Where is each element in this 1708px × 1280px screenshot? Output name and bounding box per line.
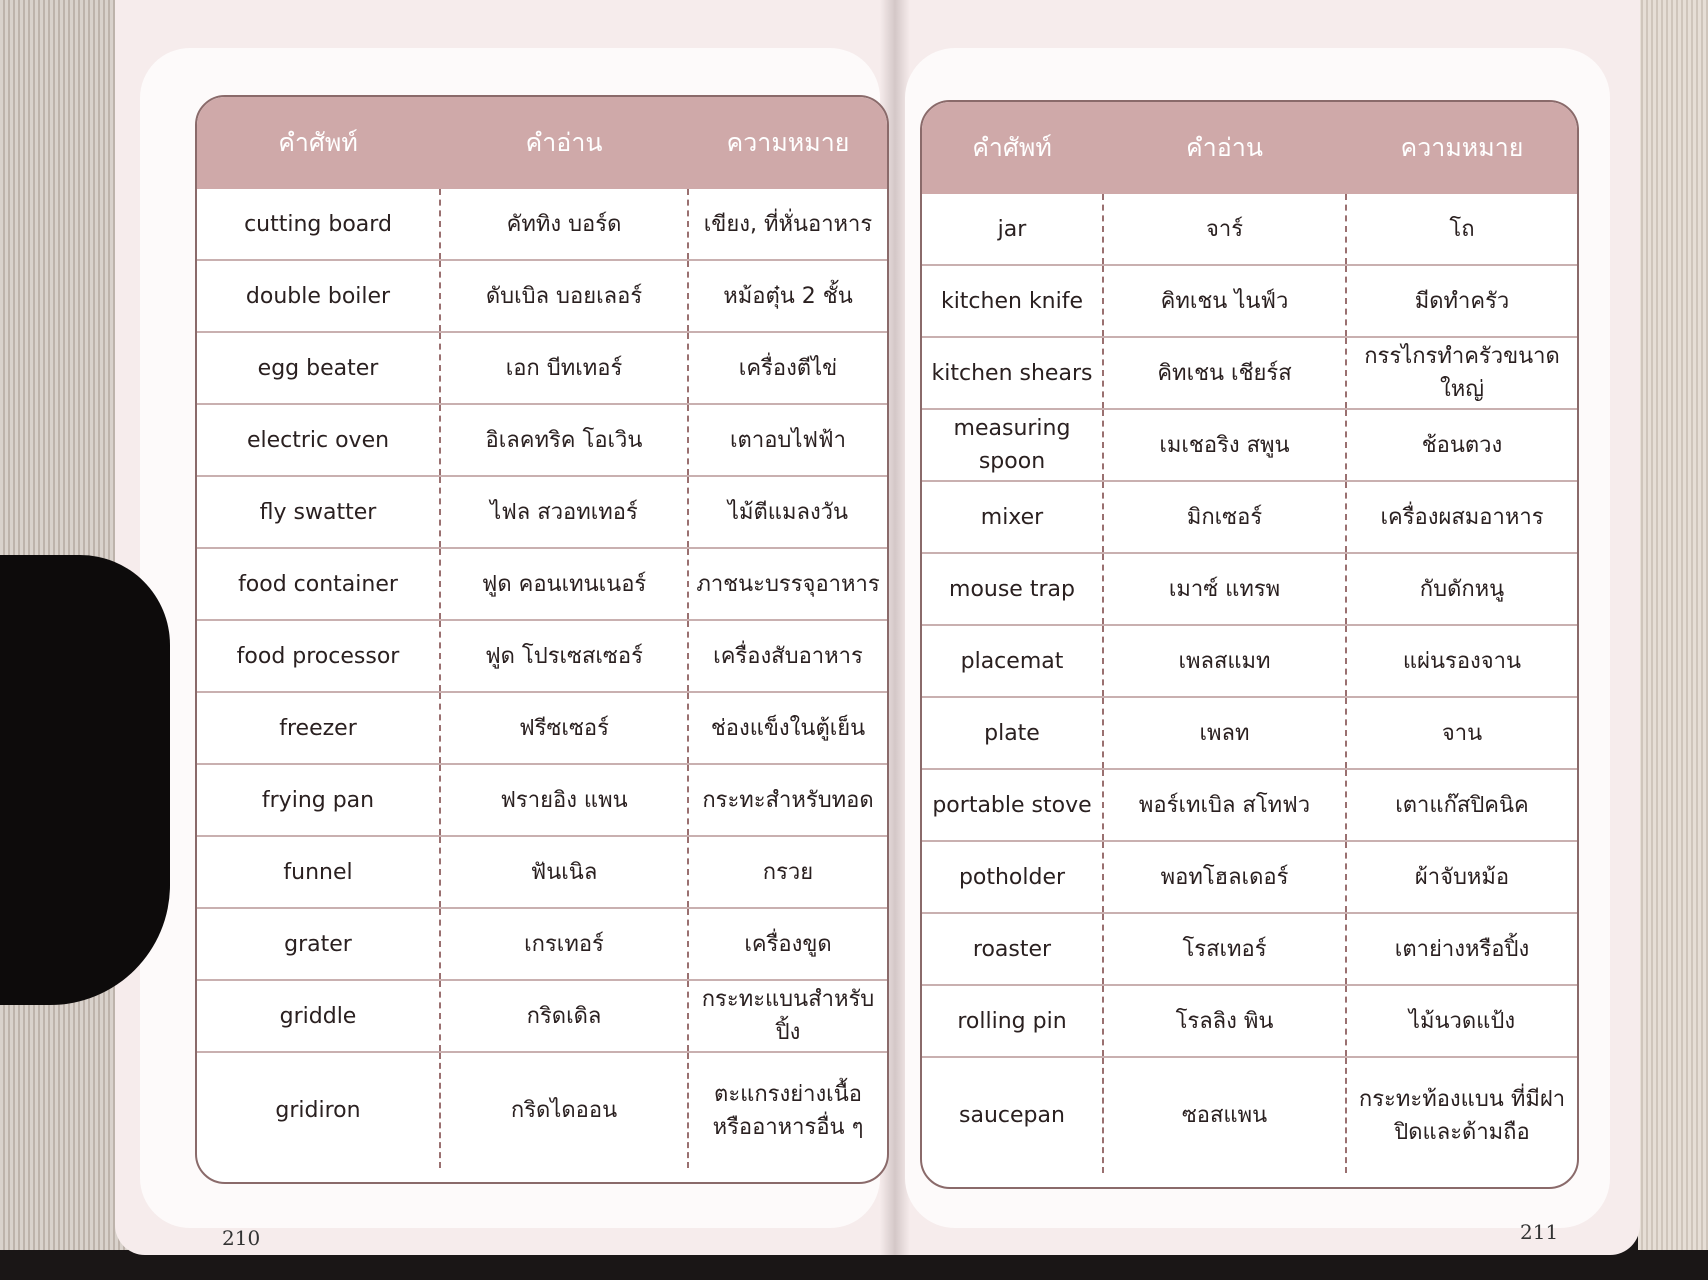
table-row [197, 405, 887, 477]
reading-cell: พอทโฮลเดอร์ [1102, 842, 1347, 912]
reading-cell: ดับเบิล บอยเลอร์ [439, 261, 689, 331]
table-row [197, 621, 887, 693]
reading-cell: เพลสแมท [1102, 626, 1347, 696]
reading-cell: โรสเทอร์ [1102, 914, 1347, 984]
table-row [922, 626, 1577, 698]
reading-cell: จาร์ [1102, 194, 1347, 264]
reading-cell: กริดเดิล [439, 981, 689, 1051]
table-header [922, 102, 1577, 194]
holding-thumb [0, 555, 170, 1005]
reading-cell: ไฟล สวอทเทอร์ [439, 477, 689, 547]
meaning-cell: ไม้ตีแมลงวัน [727, 499, 849, 525]
word-cell: potholder [958, 864, 1066, 890]
table-row [197, 189, 887, 261]
vocab-table-left [195, 95, 889, 1184]
reading-cell: คัททิง บอร์ด [439, 189, 689, 259]
table-row [197, 765, 887, 837]
reading-cell: ฟรีซเซอร์ [439, 693, 689, 763]
header-word: คำศัพท์ [278, 128, 358, 157]
table-row [922, 986, 1577, 1058]
reading-cell: โรลลิง พิน [1102, 986, 1347, 1056]
word-cell: kitchen knife [940, 288, 1084, 314]
word-cell: mixer [980, 504, 1044, 530]
reading-cell: พอร์เทเบิล สโทฟว [1102, 770, 1347, 840]
table-row [922, 770, 1577, 842]
header-meaning: ความหมาย [726, 128, 850, 157]
page-edges-right [1638, 0, 1708, 1250]
reading-cell: เมเชอริง สพูน [1102, 410, 1347, 480]
table-row [197, 261, 887, 333]
meaning-cell: กรรไกรทำครัวขนาดใหญ่ [1364, 344, 1560, 402]
table-row [197, 837, 887, 909]
meaning-cell: เครื่องตีไข่ [738, 355, 838, 381]
meaning-cell: ผ้าจับหม้อ [1414, 864, 1510, 890]
page-number-left: 210 [222, 1226, 261, 1250]
reading-cell: เพลท [1102, 698, 1347, 768]
table-row [922, 482, 1577, 554]
header-reading: คำอ่าน [525, 128, 603, 157]
word-cell: double boiler [245, 283, 391, 309]
table-row [197, 549, 887, 621]
table-row [922, 842, 1577, 914]
word-cell: roaster [972, 936, 1052, 962]
table-row [922, 554, 1577, 626]
word-cell: jar [997, 216, 1027, 242]
table-row [197, 333, 887, 405]
table-row [922, 698, 1577, 770]
word-cell: electric oven [246, 427, 390, 453]
word-cell: placemat [960, 648, 1064, 674]
meaning-cell: กระทะแบนสำหรับปิ้ง [701, 987, 875, 1045]
meaning-cell: เตาแก๊สปิคนิค [1395, 792, 1529, 818]
header-word: คำศัพท์ [972, 133, 1052, 162]
word-cell: mouse trap [949, 576, 1075, 602]
word-cell: funnel [283, 859, 353, 885]
meaning-cell: โถ [1449, 216, 1475, 242]
table-row [197, 981, 887, 1053]
word-cell: egg beater [257, 355, 379, 381]
reading-cell: คิทเชน ไนฟ์ว [1102, 266, 1347, 336]
word-cell: plate [984, 720, 1040, 746]
table-row [197, 909, 887, 981]
table-row [922, 914, 1577, 986]
meaning-cell: เตาอบไฟฟ้า [730, 427, 846, 453]
reading-cell: มิกเซอร์ [1102, 482, 1347, 552]
table-row [922, 1058, 1577, 1173]
header-meaning: ความหมาย [1400, 133, 1524, 162]
word-cell: measuring spoon [953, 416, 1071, 474]
word-cell: rolling pin [957, 1008, 1067, 1034]
word-cell: grater [284, 931, 352, 957]
meaning-cell: ช่องแข็งในตู้เย็น [710, 715, 866, 741]
reading-cell: อิเลคทริค โอเวิน [439, 405, 689, 475]
vocab-table-right [920, 100, 1579, 1189]
meaning-cell: กรวย [762, 859, 814, 885]
meaning-cell: เครื่องสับอาหาร [713, 643, 863, 669]
meaning-cell: ไม้นวดแป้ง [1408, 1008, 1516, 1034]
meaning-cell: เขียง, ที่หั่นอาหาร [703, 211, 873, 237]
table-row [922, 194, 1577, 266]
reading-cell: ซอสแพน [1102, 1058, 1347, 1173]
word-cell: portable stove [932, 792, 1092, 818]
word-cell: gridiron [275, 1098, 361, 1123]
meaning-cell: มีดทำครัว [1414, 288, 1510, 314]
meaning-cell: จาน [1441, 720, 1483, 746]
meaning-cell: ภาชนะบรรจุอาหาร [696, 571, 880, 597]
reading-cell: ฟรายอิง แพน [439, 765, 689, 835]
table-header [197, 97, 887, 189]
meaning-cell: แผ่นรองจาน [1402, 648, 1522, 674]
reading-cell: ฟูด คอนเทนเนอร์ [439, 549, 689, 619]
reading-cell: เกรเทอร์ [439, 909, 689, 979]
meaning-cell: เตาย่างหรือปิ้ง [1394, 936, 1530, 962]
word-cell: griddle [279, 1003, 357, 1029]
word-cell: food container [238, 571, 398, 597]
meaning-cell: กระทะท้องแบน ที่มีฝาปิดและด้ามถือ [1358, 1086, 1566, 1145]
meaning-cell: กับดักหนู [1419, 576, 1505, 602]
word-cell: fly swatter [259, 499, 377, 525]
meaning-cell: ตะแกรงย่างเนื้อ หรืออาหารอื่น ๆ [712, 1081, 864, 1140]
meaning-cell: เครื่องขูด [744, 931, 832, 957]
meaning-cell: หม้อตุ๋น 2 ชั้น [723, 283, 853, 309]
page-number-right: 211 [1520, 1220, 1559, 1244]
reading-cell: เมาซ์ แทรพ [1102, 554, 1347, 624]
table-body [922, 194, 1577, 1173]
table-row [922, 338, 1577, 410]
table-row [922, 266, 1577, 338]
word-cell: food processor [236, 643, 400, 669]
word-cell: freezer [279, 715, 357, 741]
header-reading: คำอ่าน [1186, 133, 1263, 162]
reading-cell: กริดไดออน [439, 1053, 689, 1168]
meaning-cell: กระทะสำหรับทอด [702, 787, 874, 813]
reading-cell: ฟูด โปรเซสเซอร์ [439, 621, 689, 691]
table-row [197, 1053, 887, 1168]
table-row [922, 410, 1577, 482]
table-row [197, 693, 887, 765]
meaning-cell: ช้อนตวง [1421, 432, 1503, 458]
word-cell: kitchen shears [931, 360, 1093, 386]
table-row [197, 477, 887, 549]
table-body [197, 189, 887, 1168]
reading-cell: ฟันเนิล [439, 837, 689, 907]
word-cell: cutting board [244, 211, 392, 237]
word-cell: saucepan [959, 1103, 1065, 1128]
reading-cell: คิทเชน เชียร์ส [1102, 338, 1347, 408]
meaning-cell: เครื่องผสมอาหาร [1380, 504, 1544, 530]
reading-cell: เอก บีทเทอร์ [439, 333, 689, 403]
word-cell: frying pan [261, 787, 375, 813]
